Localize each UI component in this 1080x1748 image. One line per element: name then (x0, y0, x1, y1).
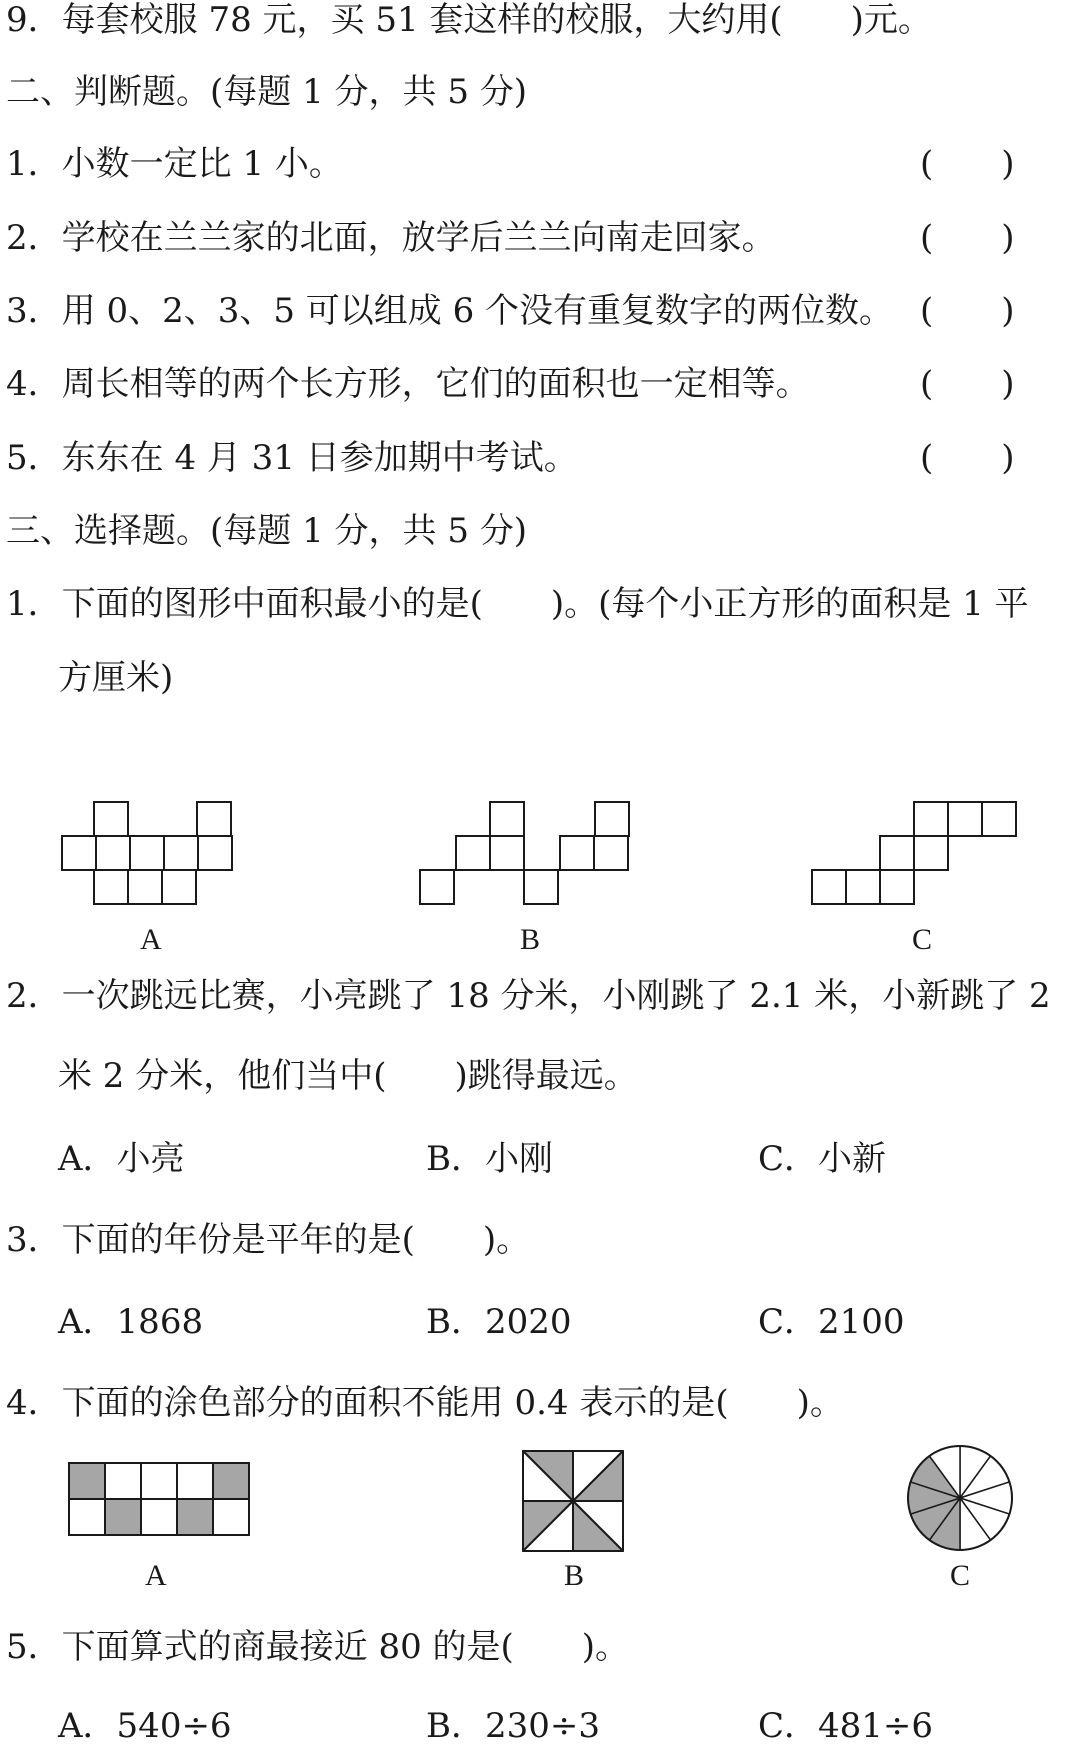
shaded-square-figure-b (523, 1451, 627, 1555)
grid-figure-c (812, 802, 1032, 932)
answer-blank-3[interactable]: ( ) (920, 291, 1015, 331)
mc-q5: 5．下面算式的商最接近 80 的是( )。 (6, 1627, 630, 1667)
figure-4c-label: C (950, 1559, 971, 1592)
section-2-title: 二、判断题。(每题 1 分，共 5 分) (6, 72, 528, 112)
mc-q5-option-a[interactable]: A．540÷6 (58, 1706, 232, 1746)
mc-q2-option-b[interactable]: B．小刚 (426, 1139, 553, 1179)
answer-blank-1[interactable]: ( ) (920, 144, 1015, 184)
shaded-grid-figure-a (69, 1463, 259, 1543)
mc-q5-option-b[interactable]: B．230÷3 (426, 1706, 601, 1746)
mc-q3: 3．下面的年份是平年的是( )。 (6, 1220, 531, 1260)
figure-a-label: A (140, 923, 162, 956)
figure-c-label: C (912, 923, 933, 956)
answer-blank-2[interactable]: ( ) (920, 218, 1015, 258)
mc-q1-line2: 方厘米) (58, 658, 174, 698)
answer-blank-4[interactable]: ( ) (920, 364, 1015, 404)
mc-q1-line1: 1．下面的图形中面积最小的是( )。(每个小正方形的面积是 1 平 (6, 584, 1029, 624)
mc-q2-line1: 2．一次跳远比赛，小亮跳了 18 分米，小刚跳了 2.1 米，小新跳了 2 (6, 976, 1051, 1016)
mc-q3-option-b[interactable]: B．2020 (426, 1302, 572, 1342)
mc-q3-option-c[interactable]: C．2100 (758, 1302, 905, 1342)
mc-q5-option-c[interactable]: C．481÷6 (758, 1706, 934, 1746)
answer-blank-5[interactable]: ( ) (920, 438, 1015, 478)
judge-item-1: 1．小数一定比 1 小。 (6, 144, 343, 184)
grid-figure-a (62, 802, 242, 932)
question-9: 9．每套校服 78 元，买 51 套这样的校服，大约用( )元。 (6, 0, 932, 40)
judge-item-3: 3．用 0、2、3、5 可以组成 6 个没有重复数字的两位数。 (6, 291, 894, 331)
mc-q2-line2: 米 2 分米，他们当中( )跳得最远。 (58, 1056, 638, 1096)
figure-b-label: B (520, 923, 541, 956)
mc-q2-option-c[interactable]: C．小新 (758, 1139, 887, 1179)
mc-q4: 4．下面的涂色部分的面积不能用 0.4 表示的是( )。 (6, 1383, 844, 1423)
grid-figure-b (420, 802, 640, 932)
judge-item-5: 5．东东在 4 月 31 日参加期中考试。 (6, 438, 578, 478)
mc-q3-option-a[interactable]: A．1868 (58, 1302, 204, 1342)
mc-q2-option-a[interactable]: A．小亮 (58, 1139, 185, 1179)
figure-4b-label: B (564, 1559, 585, 1592)
section-3-title: 三、选择题。(每题 1 分，共 5 分) (6, 511, 528, 551)
shaded-circle-figure-c (908, 1446, 1018, 1556)
judge-item-2: 2．学校在兰兰家的北面，放学后兰兰向南走回家。 (6, 218, 776, 258)
judge-item-4: 4．周长相等的两个长方形，它们的面积也一定相等。 (6, 364, 810, 404)
figure-4a-label: A (145, 1559, 167, 1592)
